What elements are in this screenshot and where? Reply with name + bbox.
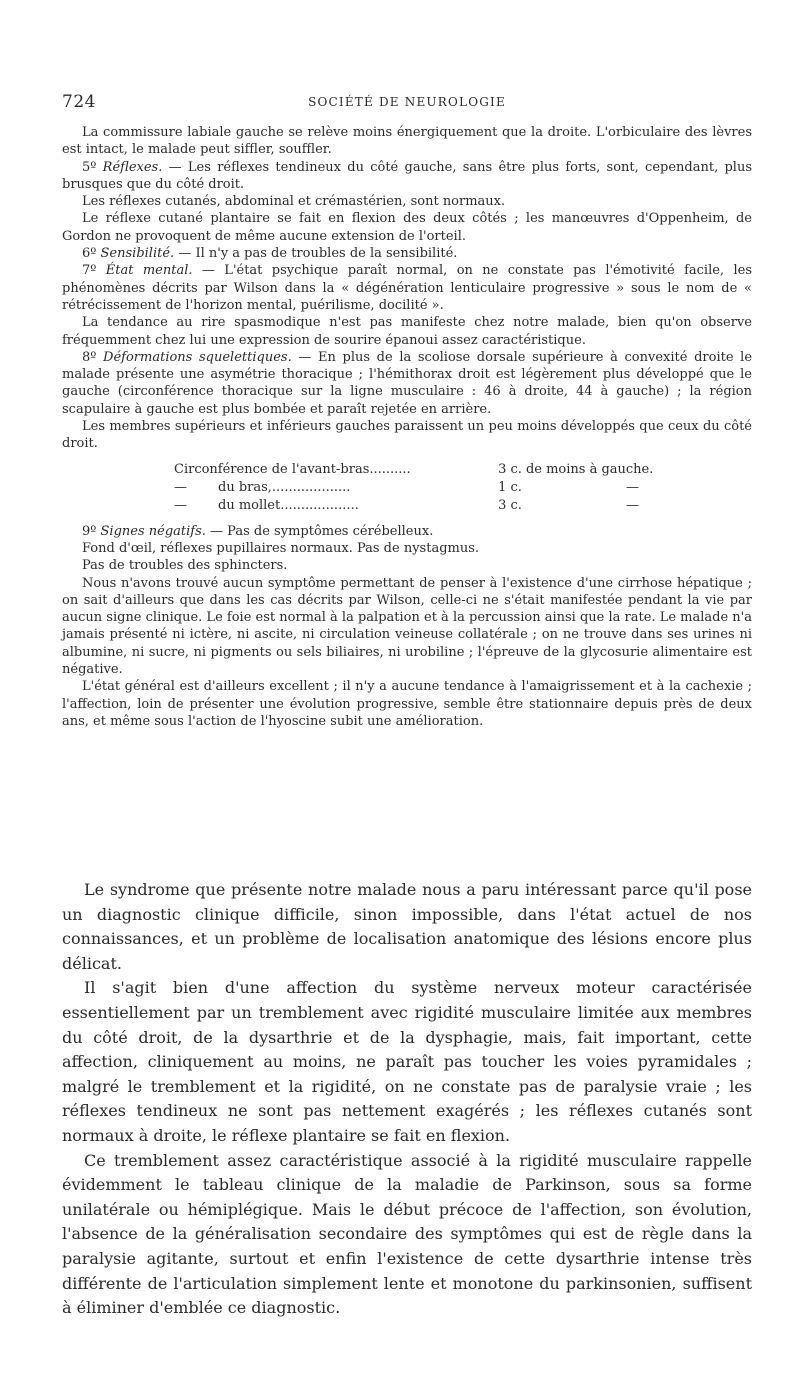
paragraph: Il s'agit bien d'une affection du système nerveux moteur caractérisée essentiellement par un tremblement avec rigidité musculaire limitée aux membres du côté droit, de la dysarthrie et de la dysphagie, mais, fait important, cette affection, cliniquement au moins, ne paraît pas toucher les voies pyramidales ; malgré le tremblement et la rigidité, on ne constate pas de paralysie vraie ; les réflexes tendineux ne sont pas nettement exagérés ; les réflexes cutanés sont normaux à droite, le réflexe plantaire se fait en flexion. xyxy=(62,978,752,1145)
measure-value: 1 c. xyxy=(498,479,522,495)
running-title: SOCIÉTÉ DE NEUROLOGIE xyxy=(308,95,506,109)
measure-label: du bras,................... xyxy=(218,479,351,495)
paragraph: Nous n'avons trouvé aucun symptôme permettant de penser à l'existence d'une cirrhose hépatique ; on sait d'ailleurs que dans les cas décrits par Wilson, celle-ci ne s'était manifestée pendant la vie par aucun signe clinique. Le foie est normal à la palpation et à la percussion ainsi que la rate. Le malade n'a jamais présenté ni ictère, ni ascite, ni circulation veineuse collatérale ; on ne trouve dans ses urines ni albumine, ni sucre, ni pigments ou sels biliaires, ni urobiline ; l'épreuve de la glycosurie alimentaire est négative. xyxy=(62,575,752,678)
paragraph: Le réflexe cutané plantaire se fait en flexion des deux côtés ; les manœuvres d'Oppenheim, de Gordon ne provoquent de même aucune extension de l'orteil. xyxy=(62,211,752,244)
item-title: Déformations squelettiques. xyxy=(103,349,292,365)
item-title: Réflexes. xyxy=(102,159,163,175)
ditto-dash: — xyxy=(174,479,187,495)
item-number: 5º xyxy=(82,159,97,175)
item-text: — Pas de symptômes cérébelleux. xyxy=(205,523,434,539)
item-text: — En plus de la scoliose dorsale supérieure à convexité droite le malade présente une asymétrie thoracique ; l'hémithorax droit est légèrement plus développé que le gauche (circonférence thoracique sur la ligne musculaire : 46 à droite, 44 à gauche) ; la région scapulaire à gauche est plus bombée et paraît rejetée en arrière. xyxy=(62,349,753,417)
item-number: 6º xyxy=(82,246,97,262)
measure-side: — xyxy=(625,479,639,495)
paragraph-reflexes xyxy=(62,159,752,194)
measure-label: du mollet................... xyxy=(218,497,359,513)
ditto-dash: — xyxy=(174,497,187,513)
paragraph-deformations xyxy=(62,349,752,418)
discussion-section xyxy=(62,878,752,1321)
item-title: Sensibilité. xyxy=(100,246,175,262)
item-number: 9º xyxy=(82,523,97,539)
paragraph: Les réflexes cutanés, abdominal et crémastérien, sont normaux. xyxy=(82,194,506,210)
table-row xyxy=(174,461,752,479)
item-number: 7º xyxy=(82,263,97,279)
paragraph: Ce tremblement assez caractéristique associé à la rigidité musculaire rappelle évidemment le tableau clinique de la maladie de Parkinson, sous sa forme unilatérale ou hémiplégique. Mais le début précoce de l'affection, son évolution, l'absence de la généralisation secondaire des symptômes qui est de règle dans la paralysie agitante, surtout et enfin l'existence de cette dysarthrie intense très différente de l'articulation simplement lente et monotone du parkinsonien, suffisent à éliminer d'emblée ce diagnostic. xyxy=(62,1150,752,1318)
paragraph-sensibility xyxy=(62,245,752,262)
page-number: 724 xyxy=(62,92,96,112)
measurements-table xyxy=(174,461,752,515)
item-number: 8º xyxy=(82,349,97,365)
measure-side: de moins à gauche. xyxy=(525,461,654,477)
paragraph: L'état général est d'ailleurs excellent ; il n'y a aucune tendance à l'amaigrissement et à la cachexie ; l'affection, loin de présenter une évolution progressive, semble être stationnaire depuis près de deux ans, et même sous l'action de l'hyoscine subit une amélioration. xyxy=(62,679,752,729)
page-header xyxy=(62,92,752,114)
table-row xyxy=(174,497,752,515)
paragraph: Fond d'œil, réflexes pupillaires normaux. Pas de nystagmus. xyxy=(82,540,480,556)
item-title: État mental. xyxy=(105,263,193,279)
paragraph: Les membres supérieurs et inférieurs gauches paraissent un peu moins développés que ceux du côté droit. xyxy=(62,419,752,452)
paragraph-mental-state xyxy=(62,262,752,314)
paragraph: Pas de troubles des sphincters. xyxy=(82,558,288,574)
paragraph-negative-signs xyxy=(62,523,752,540)
paragraph: Le syndrome que présente notre malade nous a paru intéressant parce qu'il pose un diagnostic clinique difficile, sinon impossible, dans l'état actuel de nos connaissances, et un problème de localisation anatomique des lésions encore plus délicat. xyxy=(62,880,752,973)
measure-value: 3 c. xyxy=(498,497,522,513)
item-text: — Il n'y a pas de troubles de la sensibilité. xyxy=(174,246,458,262)
case-report-section xyxy=(62,124,752,730)
measure-value: 3 c. xyxy=(498,461,522,477)
item-text: — L'état psychique paraît normal, on ne constate pas l'émotivité facile, les phénomènes décrits par Wilson dans la « dégénération lenticulaire progressive » sous le nom de « rétrécissement de l'horizon mental, puérilisme, docilité ». xyxy=(62,263,752,313)
paragraph: La tendance au rire spasmodique n'est pas manifeste chez notre malade, bien qu'on observe fréquemment chez lui une expression de sourire épanoui assez caractéristique. xyxy=(62,315,752,348)
item-title: Signes négatifs. xyxy=(100,523,206,539)
table-row xyxy=(174,479,752,497)
measure-side: — xyxy=(625,497,639,513)
measure-label: Circonférence de l'avant-bras.......... xyxy=(174,461,411,477)
item-text: — Les réflexes tendineux du côté gauche, sans être plus forts, sont, cependant, plus brusques que du côté droit. xyxy=(62,159,752,192)
paragraph: La commissure labiale gauche se relève moins énergiquement que la droite. L'orbiculaire des lèvres est intact, le malade peut siffler, souffler. xyxy=(62,125,752,158)
